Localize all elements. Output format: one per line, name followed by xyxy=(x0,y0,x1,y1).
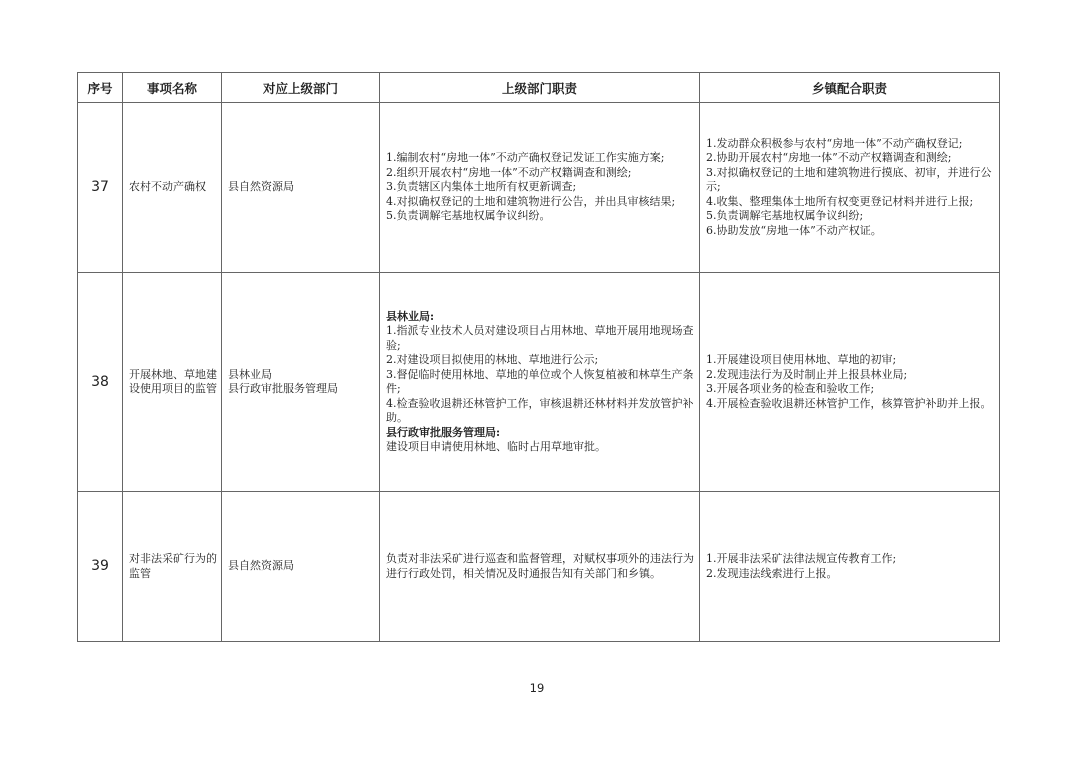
duty-line: 4.收集、整理集体土地所有权变更登记材料并进行上报; xyxy=(706,194,974,208)
township-duties-cell xyxy=(700,103,1000,273)
township-duties-cell xyxy=(700,492,1000,642)
item-name: 开展林地、草地建设使用项目的监管 xyxy=(129,367,217,395)
duty-line: 4.对拟确权登记的土地和建筑物进行公告，并出具审核结果; xyxy=(386,194,676,208)
item-name-cell xyxy=(123,492,222,642)
duty-line: 4.检查验收退耕还林管护工作，审核退耕还林材料并发放管护补助。 xyxy=(386,396,694,424)
duty-line: 2.组织开展农村“房地一体”不动产权籍调查和测绘; xyxy=(386,165,632,179)
township-duties-cell xyxy=(700,273,1000,492)
superior-duties-cell xyxy=(380,103,700,273)
duty-line: 2.发现违法线索进行上报。 xyxy=(706,566,838,580)
item-name: 对非法采矿行为的监管 xyxy=(129,552,217,580)
duty-line: 1.发动群众积极参与农村“房地一体”不动产确权登记; xyxy=(706,136,963,150)
duty-line: 1.指派专业技术人员对建设项目占用林地、草地开展用地现场查验; xyxy=(386,324,694,352)
department-cell xyxy=(222,492,380,642)
header-item-name: 事项名称 xyxy=(123,73,222,103)
header-superior-department: 对应上级部门 xyxy=(222,73,380,103)
duty-line: 3.督促临时使用林地、草地的单位或个人恢复植被和林草生产条件; xyxy=(386,367,694,395)
section-heading: 县行政审批服务管理局: xyxy=(386,425,501,439)
section-heading: 县林业局: xyxy=(386,309,435,323)
header-superior-duties: 上级部门职责 xyxy=(380,73,700,103)
item-name-cell xyxy=(123,103,222,273)
department-name: 县行政审批服务管理局 xyxy=(228,382,338,395)
serial-number-cell: 38 xyxy=(78,273,123,492)
duty-line: 1.开展非法采矿法律法规宣传教育工作; xyxy=(706,552,897,565)
duty-line: 负责对非法采矿进行巡查和监督管理，对赋权事项外的违法行为进行行政处罚，相关情况及时通报告知有关部门和乡镇。 xyxy=(386,552,694,580)
serial-number-cell: 37 xyxy=(78,103,123,273)
department-name: 县自然资源局 xyxy=(228,180,294,194)
item-name: 农村不动产确权 xyxy=(129,180,206,194)
duty-line: 5.负责调解宅基地权属争议纠纷。 xyxy=(386,209,551,223)
duty-line: 2.对建设项目拟使用的林地、草地进行公示; xyxy=(386,353,599,366)
duty-line: 2.发现违法行为及时制止并上报县林业局; xyxy=(706,367,908,381)
duty-line: 1.编制农村“房地一体”不动产确权登记发证工作实施方案; xyxy=(386,151,665,165)
table-row xyxy=(78,273,1000,492)
department-name: 县自然资源局 xyxy=(228,559,294,573)
page-number: 19 xyxy=(529,681,545,695)
responsibility-table xyxy=(77,72,1000,642)
department-name: 县林业局 xyxy=(228,367,272,381)
duty-line: 2.协助开展农村“房地一体”不动产权籍调查和测绘; xyxy=(706,151,952,165)
table-row xyxy=(78,103,1000,273)
header-serial-number: 序号 xyxy=(78,73,123,103)
table-row xyxy=(78,492,1000,642)
duty-line: 4.开展检查验收退耕还林管护工作，核算管护补助并上报。 xyxy=(706,396,992,410)
header-township-duties: 乡镇配合职责 xyxy=(700,73,1000,103)
superior-duties-cell xyxy=(380,492,700,642)
duty-line: 3.负责辖区内集体土地所有权更新调查; xyxy=(386,180,577,194)
duty-line: 1.开展建设项目使用林地、草地的初审; xyxy=(706,353,897,366)
duty-line: 3.对拟确权登记的土地和建筑物进行摸底、初审，并进行公示; xyxy=(706,165,992,194)
serial-number-cell: 39 xyxy=(78,492,123,642)
duty-line: 6.协助发放“房地一体”不动产权证。 xyxy=(706,223,882,237)
superior-duties-cell xyxy=(380,273,700,492)
department-cell xyxy=(222,103,380,273)
item-name-cell xyxy=(123,273,222,492)
duty-line: 建设项目申请使用林地、临时占用草地审批。 xyxy=(386,440,606,453)
duty-line: 5.负责调解宅基地权属争议纠纷; xyxy=(706,209,864,223)
duty-line: 3.开展各项业务的检查和验收工作; xyxy=(706,382,875,395)
department-cell xyxy=(222,273,380,492)
header-row xyxy=(78,73,1000,103)
